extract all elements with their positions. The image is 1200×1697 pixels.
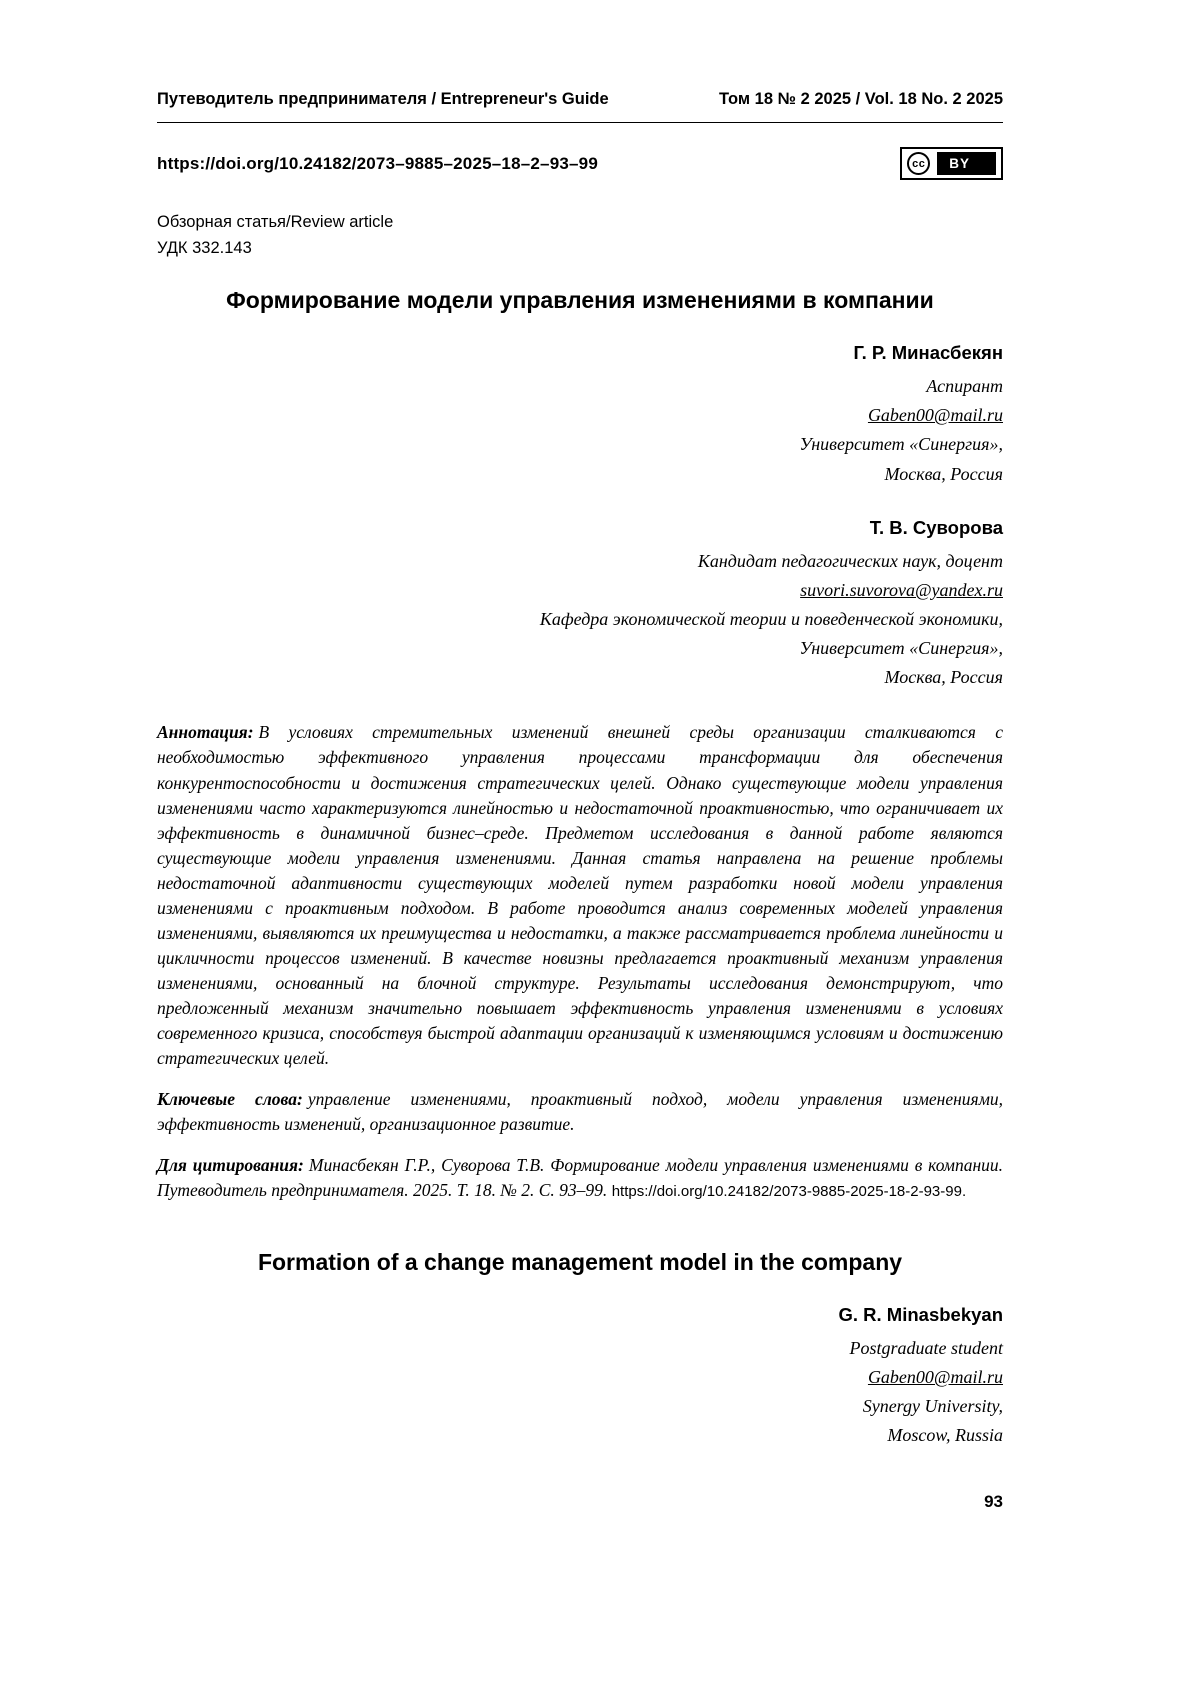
author-block-ru-2: [157, 513, 1003, 693]
author-affiliation: Университет «Синергия»,: [799, 638, 1003, 659]
cc-by-label: BY: [937, 152, 996, 175]
author-role: Аспирант: [926, 376, 1003, 397]
citation: [157, 1153, 1003, 1203]
author-name: Т. В. Суворова: [869, 516, 1003, 538]
author-city: Москва, Россия: [884, 463, 1003, 484]
citation-doi-link[interactable]: https://doi.org/10.24182/2073-9885-2025-18-2-93-99.: [611, 1182, 967, 1200]
citation-label: Для цитирования:: [157, 1154, 304, 1175]
author-affiliation: Университет «Синергия»,: [799, 434, 1003, 455]
author-name: Г. Р. Минасбекян: [853, 342, 1003, 364]
abstract-text: В условиях стремительных изменений внешней среды организации сталкиваются с необходимостью эффективного управления процессами трансформации для обеспечения конкурентоспособности и достижения стратегических целей. Однако существующие модели управления изменениями часто характеризуются линейностью и недостаточной проактивностью, что ограничивает их эффективность в динамичной бизнес–среде. Предметом исследования в данной работе являются существующие модели управления изменениями. Данная статья направлена на решение проблемы недостаточной адаптивности существующих моделей путем разработки новой модели управления изменениями с проактивным подходом. В работе проводится анализ современных моделей управления изменениями, выявляются их преимущества и недостатки, а также рассматривается проблема линейности и цикличности процессов изменений. В качестве новизны предлагается проактивный механизм управления изменениями, основанный на блочной структуре. Результаты исследования демонстрируют, что предложенный механизм значительно повышает эффективность управления изменениями в условиях современного кризиса, способствуя быстрой адаптации организаций к изменяющимся условиям и достижению стратегических целей.: [157, 722, 1003, 1068]
author-block-ru-1: [157, 338, 1003, 489]
author-email-link[interactable]: Gaben00@mail.ru: [867, 405, 1003, 426]
author-block-en: [157, 1300, 1003, 1451]
udc-label: УДК 332.143: [157, 238, 252, 257]
page-number: 93: [984, 1492, 1003, 1511]
journal-title: Путеводитель предпринимателя / Entrepreneur's Guide: [157, 90, 609, 108]
article-meta: [157, 210, 1003, 261]
author-role: Postgraduate student: [849, 1337, 1003, 1358]
journal-header: [157, 90, 1003, 123]
citation-text: Минасбекян Г.Р., Суворова Т.В. Формирование модели управления изменениями в компании. Путеводитель предпринимателя. 2025. Т. 18. № 2. С. 93–99.: [157, 1154, 1004, 1200]
author-email-link[interactable]: suvori.suvorova@yandex.ru: [800, 579, 1003, 600]
doi-row: [157, 147, 1003, 180]
cc-icon: cc: [907, 152, 930, 175]
author-city: Москва, Россия: [884, 667, 1003, 688]
author-email-link[interactable]: Gaben00@mail.ru: [867, 1366, 1003, 1387]
author-affiliation: Synergy University,: [862, 1396, 1003, 1417]
article-type-label: Обзорная статья/Review article: [157, 213, 394, 231]
author-name: G. R. Minasbekyan: [838, 1303, 1003, 1325]
keywords-label: Ключевые слова:: [157, 1088, 303, 1109]
article-title-en: Formation of a change management model in the company: [257, 1248, 903, 1275]
abstract-label: Аннотация:: [157, 722, 254, 743]
keywords-text: управление изменениями, проактивный подход, модели управления изменениями, эффективность изменений, организационное развитие.: [157, 1088, 1003, 1134]
abstract: [157, 720, 1003, 1070]
article-title-ru: Формирование модели управления изменениями в компании: [226, 287, 934, 314]
author-city: Moscow, Russia: [887, 1425, 1003, 1446]
author-role: Кандидат педагогических наук, доцент: [697, 550, 1003, 571]
volume-info: Том 18 № 2 2025 / Vol. 18 No. 2 2025: [718, 90, 1003, 108]
doi-link[interactable]: https://doi.org/10.24182/2073–9885–2025–18–2–93–99: [157, 153, 598, 173]
keywords: [157, 1087, 1003, 1137]
author-department: Кафедра экономической теории и поведенческой экономики,: [539, 609, 1003, 629]
cc-by-badge[interactable]: [900, 147, 1003, 180]
